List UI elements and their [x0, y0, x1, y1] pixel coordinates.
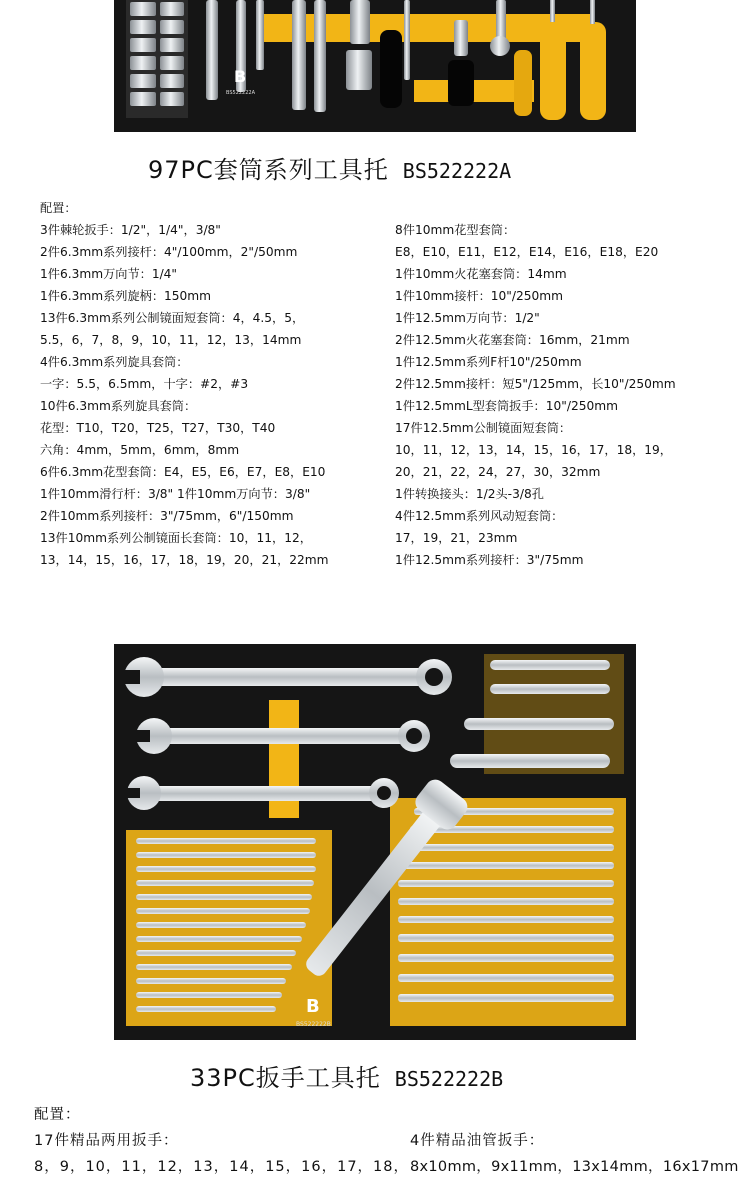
socket-spec-left-line: 花型：T10，T20，T25，T27，T30，T40 [40, 421, 276, 435]
socket-spec-right-line: 1件转换接头：1/2头-3/8孔 [395, 487, 544, 501]
socket-spec-left-line: 13件6.3mm系列公制镜面短套筒：4，4.5，5， [40, 311, 305, 325]
socket-spec-left-line: 1件6.3mm万向节：1/4" [40, 267, 178, 281]
socket-tray-title: 97PC套筒系列工具托 [148, 156, 389, 184]
socket-spec-right-line: 2件12.5mm火花塞套筒：16mm，21mm [395, 333, 630, 347]
socket-spec-right-line: 1件12.5mmL型套筒扳手：10"/250mm [395, 399, 618, 413]
socket-spec-left-line: 10件6.3mm系列旋具套筒： [40, 399, 197, 413]
socket-spec-left-line: 13，14，15，16，17，18，19，20，21，22mm [40, 553, 329, 567]
wrench-tray-illustration [114, 644, 636, 1040]
wrench-tray-photo [114, 644, 636, 1040]
socket-spec-left-line: 1件10mm滑行杆：3/8" 1件10mm万向节：3/8" [40, 487, 311, 501]
socket-spec-right-line: 1件10mm接杆：10"/250mm [395, 289, 563, 303]
socket-spec-right-line: 8件10mm花型套筒： [395, 223, 516, 237]
socket-spec-right-line: 1件12.5mm系列接杆：3"/75mm [395, 553, 584, 567]
socket-spec-left-line: 一字：5.5，6.5mm，十字：#2，#3 [40, 377, 249, 391]
svg-text:B: B [234, 67, 247, 86]
socket-spec-left-line: 1件6.3mm系列旋柄：150mm [40, 289, 212, 303]
socket-spec-right-column [395, 219, 676, 571]
socket-spec-heading: 配置： [40, 201, 77, 215]
svg-text:B: B [306, 996, 320, 1017]
wrench-tray-caption [190, 1058, 503, 1093]
socket-spec-right-line: 10，11，12，13，14，15，16，17，18，19， [395, 443, 672, 457]
socket-spec-left-line: 六角：4mm，5mm，6mm，8mm [40, 443, 240, 457]
socket-spec-left-line: 6件6.3mm花型套筒：E4，E5，E6，E7，E8，E10 [40, 465, 326, 479]
socket-spec-right-line: 1件12.5mm系列F杆10"/250mm [395, 355, 582, 369]
wrench-tray-logo-code: BS522222B [296, 1021, 331, 1028]
socket-tray-caption [148, 150, 511, 185]
flare-wrench-sizes: 8x10mm，9x11mm，13x14mm，16x17mm [410, 1159, 739, 1175]
socket-spec-left-line: 2件6.3mm系列接杆：4"/100mm，2"/50mm [40, 245, 298, 259]
wrench-spec-heading: 配置： [34, 1107, 81, 1123]
socket-spec-right-line: 17，19，21，23mm [395, 531, 518, 545]
socket-spec-left-line: 3件棘轮扳手：1/2"，1/4"，3/8" [40, 223, 221, 237]
socket-spec-right-line: 2件12.5mm接杆：短5"/125mm，长10"/250mm [395, 377, 676, 391]
socket-spec-left-column [40, 219, 329, 571]
socket-spec-right-line: 1件12.5mm万向节：1/2" [395, 311, 540, 325]
socket-spec-right-line: 17件12.5mm公制镜面短套筒： [395, 421, 572, 435]
socket-spec-left-line: 4件6.3mm系列旋具套筒： [40, 355, 189, 369]
socket-spec-right-line: 20，21，22，24，27，30，32mm [395, 465, 601, 479]
socket-tray-photo [114, 0, 636, 132]
flare-wrench-title: 4件精品油管扳手： [410, 1133, 545, 1149]
socket-spec-right-line: E8，E10，E11，E12，E14，E16，E18，E20 [395, 245, 659, 259]
socket-tray-illustration [114, 0, 636, 132]
socket-spec-left-line: 2件10mm系列接杆：3"/75mm，6"/150mm [40, 509, 294, 523]
combination-wrench-sizes: 8，9，10，11，12，13，14，15，16，17，18， [34, 1159, 410, 1175]
combination-wrench-title: 17件精品两用扳手： [34, 1133, 179, 1149]
socket-tray-logo-code: BS522222A [226, 90, 256, 96]
socket-spec-right-line: 4件12.5mm系列风动短套筒： [395, 509, 564, 523]
wrench-tray-title: 33PC扳手工具托 [190, 1064, 381, 1092]
socket-spec-left-line: 13件10mm系列公制镜面长套筒：10，11，12， [40, 531, 312, 545]
socket-spec-left-line: 5.5，6，7，8，9，10，11，12，13，14mm [40, 333, 302, 347]
socket-tray-code: BS522222A [402, 159, 512, 183]
socket-spec-right-line: 1件10mm火花塞套筒：14mm [395, 267, 567, 281]
wrench-tray-code: BS522222B [394, 1067, 504, 1091]
